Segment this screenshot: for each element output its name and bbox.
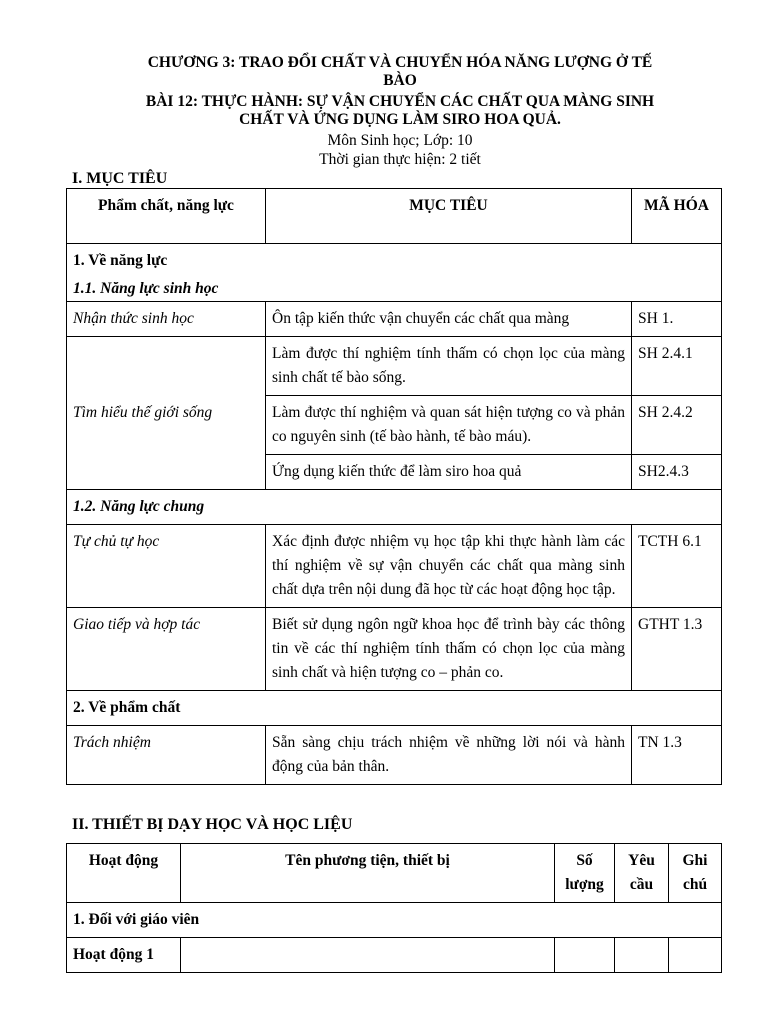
group-row-teacher [67,903,722,938]
group-quality-label: 2. Về phẩm chất [67,691,722,726]
table-row [67,302,722,337]
col-header-activity: Hoạt động [67,844,181,903]
code-cell: SH 2.4.2 [632,396,722,455]
subgroup-biology-label: 1.1. Năng lực sinh học [73,280,219,297]
skill-cell: Giao tiếp và hợp tác [67,608,266,691]
table-row [67,608,722,691]
section2-heading: II. THIẾT BỊ DẠY HỌC VÀ HỌC LIỆU [72,816,353,833]
chapter-title-line1: CHƯƠNG 3: TRAO ĐỔI CHẤT VÀ CHUYỂN HÓA NĂNG LƯỢNG Ở TẾ [147,54,653,71]
col-header-device: Tên phương tiện, thiết bị [181,844,555,903]
group-competence-label: 1. Về năng lực [73,252,168,269]
goal-cell: Xác định được nhiệm vụ học tập khi thực hành làm các thí nghiệm về sự vận chuyển các chất qua màng sinh chất dựa trên nội dung đã học từ các hoạt động học tập. [266,525,632,608]
col-header-code: MÃ HÓA [632,189,722,244]
device-cell [181,938,555,973]
code-cell: TCTH 6.1 [632,525,722,608]
skill-cell: Nhận thức sinh học [67,302,266,337]
lesson-title-line1: BÀI 12: THỰC HÀNH: SỰ VẬN CHUYỂN CÁC CHẤT QUA MÀNG SINH [145,93,655,110]
group-row-quality [67,691,722,726]
skill-cell: Trách nhiệm [67,726,266,785]
objectives-header-row [67,189,722,244]
subgroup-row-general [67,490,722,525]
skill-cell: Tự chủ tự học [67,525,266,608]
col-header-goal: MỤC TIÊU [266,189,632,244]
note-cell [669,938,722,973]
goal-cell: Làm được thí nghiệm và quan sát hiện tượng co và phản co nguyên sinh (tế bào hành, tế bào máu). [266,396,632,455]
code-cell: SH 1. [632,302,722,337]
col-header-competence: Phẩm chất, năng lực [67,189,266,244]
equipment-table [66,843,722,973]
requirement-cell [615,938,669,973]
objectives-table [66,188,722,785]
code-cell: SH 2.4.1 [632,337,722,396]
group-row-competence [67,244,722,302]
goal-cell: Ứng dụng kiến thức để làm siro hoa quả [266,455,632,490]
table-row [67,337,722,396]
table-row [67,726,722,785]
table-row [67,938,722,973]
goal-cell: Sẵn sàng chịu trách nhiệm về những lời nói và hành động của bản thân. [266,726,632,785]
col-header-note: Ghi chú [669,844,722,903]
goal-cell: Biết sử dụng ngôn ngữ khoa học để trình bày các thông tin về các thí nghiệm tính thấm có chọn lọc của màng sinh chất và hiện tượng co – phản co. [266,608,632,691]
code-cell: GTHT 1.3 [632,608,722,691]
equipment-header-row [67,844,722,903]
section1-heading: I. MỤC TIÊU [72,170,168,187]
lesson-title-line2: CHẤT VÀ ỨNG DỤNG LÀM SIRO HOA QUẢ. [239,111,561,128]
code-cell: SH2.4.3 [632,455,722,490]
skill-cell: Tìm hiểu thế giới sống [67,337,266,490]
table-row [67,525,722,608]
chapter-title-line2: BÀO [383,72,417,89]
col-header-requirement: Yêu cầu [615,844,669,903]
group-teacher-label: 1. Đối với giáo viên [67,903,722,938]
subgroup-general-label: 1.2. Năng lực chung [67,490,722,525]
code-cell: TN 1.3 [632,726,722,785]
duration-line: Thời gian thực hiện: 2 tiết [319,151,481,168]
col-header-quantity: Số lượng [555,844,615,903]
activity-cell: Hoạt động 1 [67,938,181,973]
quantity-cell [555,938,615,973]
goal-cell: Làm được thí nghiệm tính thấm có chọn lọc của màng sinh chất tế bào sống. [266,337,632,396]
subject-line: Môn Sinh học; Lớp: 10 [327,132,473,149]
goal-cell: Ôn tập kiến thức vận chuyển các chất qua màng [266,302,632,337]
